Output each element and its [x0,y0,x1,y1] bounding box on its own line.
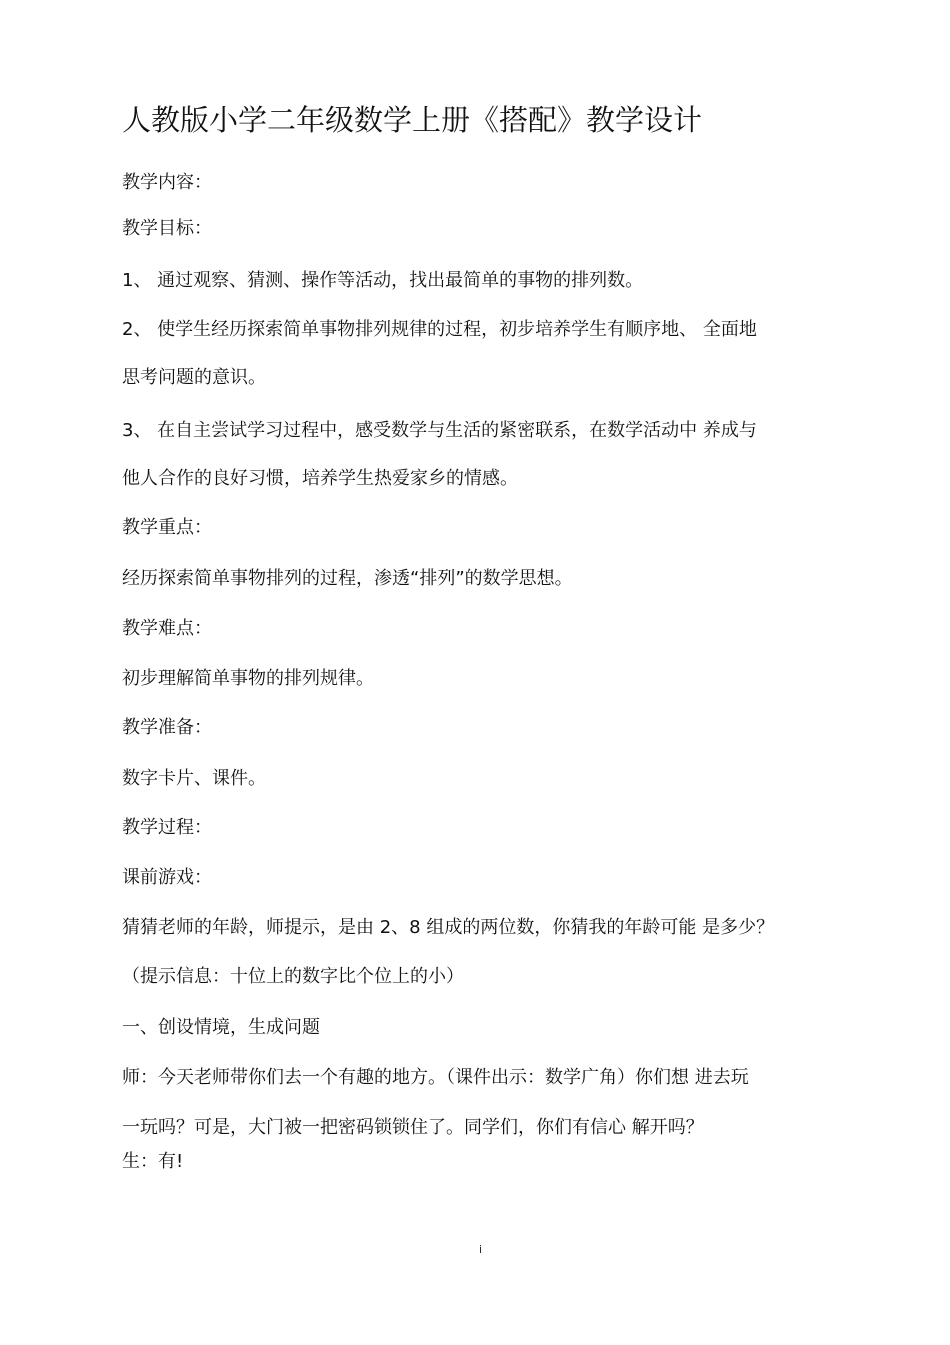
section-label-key-points: 教学重点： [122,517,212,538]
objective-2-line-2: 思考问题的意识。 [122,367,266,388]
section-label-preparation: 教学准备： [122,717,212,738]
preparation-text: 数字卡片、课件。 [122,768,266,789]
section-label-warmup-game: 课前游戏： [122,867,212,888]
hint-text: （提示信息：十位上的数字比个位上的小） [122,966,464,987]
section-heading-1: 一、创设情境，生成问题 [122,1017,320,1038]
key-points-text: 经历探索简单事物排列的过程，渗透“排列”的数学思想。 [122,568,573,589]
document-title: 人教版小学二年级数学上册《搭配》教学设计 [122,103,703,137]
objective-1: 1、 通过观察、猜测、操作等活动，找出最简单的事物的排列数。 [122,270,644,291]
page-number: i [479,1243,483,1256]
objective-3-line-2: 他人合作的良好习惯，培养学生热爱家乡的情感。 [122,468,518,489]
warmup-game-text: 猜猜老师的年龄，师提示，是由 2、8 组成的两位数，你猜我的年龄可能 是多少？ [122,917,775,938]
dialogue-teacher-line-1: 师：今天老师带你们去一个有趣的地方。（课件出示：数学广角）你们想 进去玩 [122,1067,749,1088]
section-label-difficulties: 教学难点： [122,618,212,639]
difficulties-text: 初步理解简单事物的排列规律。 [122,668,374,689]
dialogue-student: 生：有! [122,1151,184,1172]
section-label-content: 教学内容： [122,172,212,193]
section-label-process: 教学过程： [122,817,212,838]
section-label-objectives: 教学目标： [122,218,212,239]
objective-2-line-1: 2、 使学生经历探索简单事物排列规律的过程，初步培养学生有顺序地、 全面地 [122,319,757,340]
objective-3-line-1: 3、 在自主尝试学习过程中，感受数学与生活的紧密联系，在数学活动中 养成与 [122,420,757,441]
dialogue-teacher-line-2: 一玩吗？可是，大门被一把密码锁锁住了。同学们，你们有信心 解开吗？ [122,1117,704,1138]
